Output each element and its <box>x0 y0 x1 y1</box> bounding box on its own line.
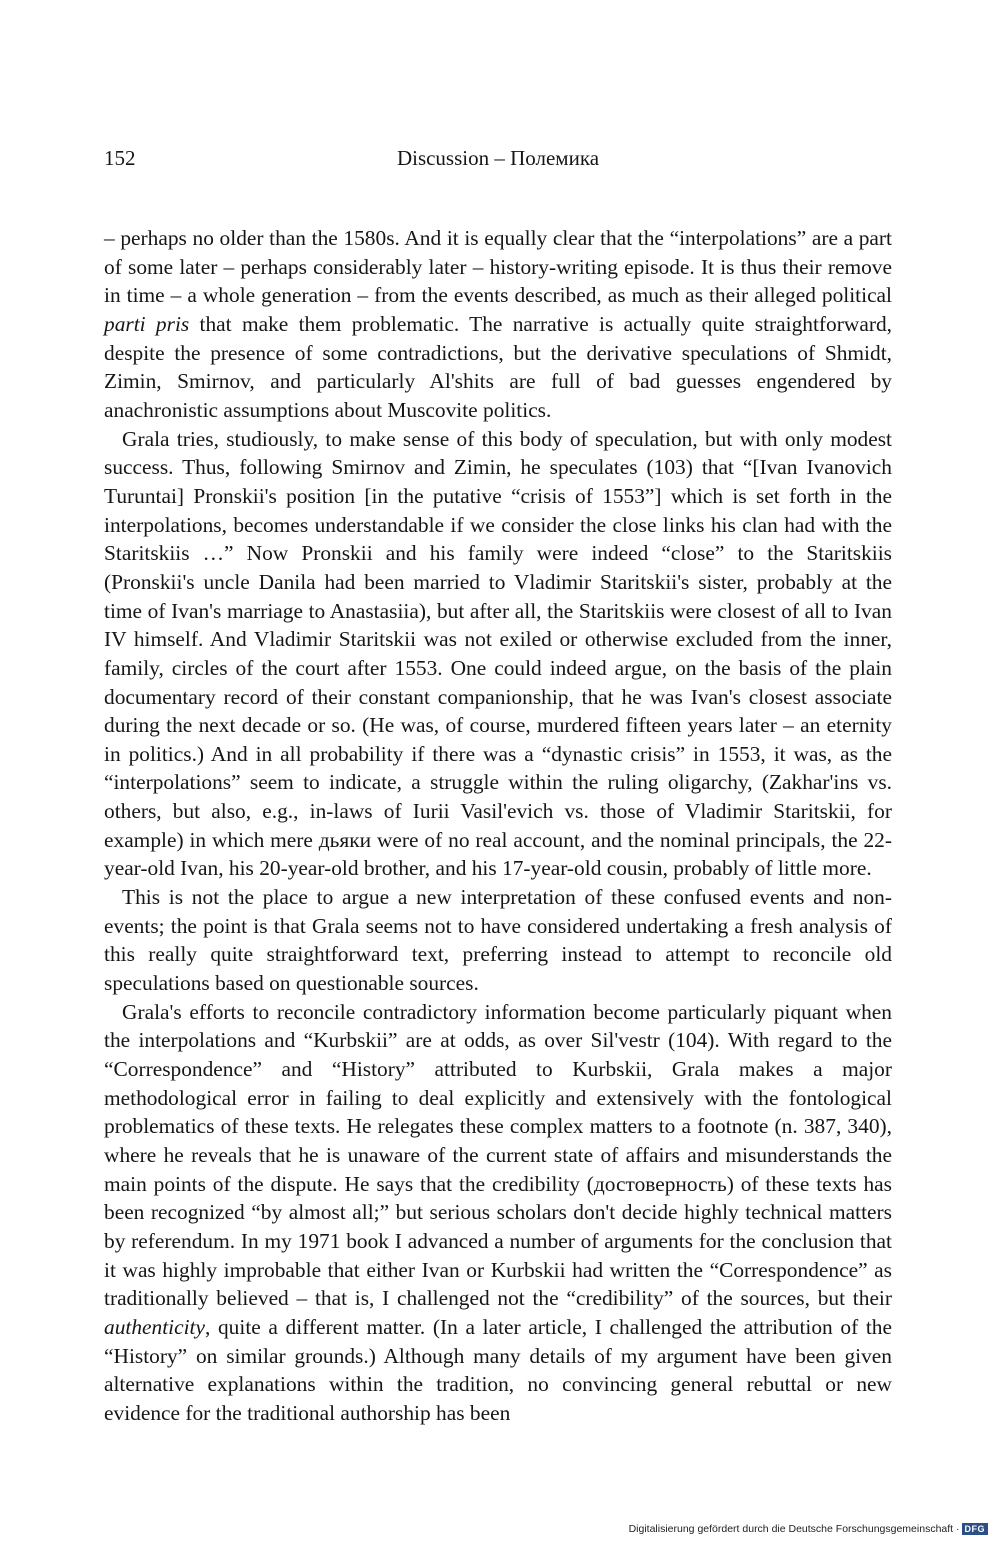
paragraph-4 <box>104 998 892 1428</box>
running-head <box>104 143 892 173</box>
paragraph-2 <box>104 425 892 884</box>
italic-text-run: authenticity <box>104 1314 205 1339</box>
text-run: , quite a different matter. (In a later article, I challenged the attribution of the “History” on similar grounds.) Although many details of my argument have been given alternative explanations within the tradition, no convincing general rebuttal or new evidence for the traditional authorship has been <box>104 1314 892 1425</box>
dfg-logo: DFG <box>962 1523 989 1535</box>
text-run: Grala tries, studiously, to make sense of this body of speculation, but with only modest success. Thus, following Smirnov and Zimin, he speculates (103) that “[Ivan Ivanovich Turuntai] Pronskii's position [in the putative “crisis of 1553”] which is set forth in the interpolations, becomes understandable if we consider the close links his clan had with the Staritskiis …” Now Pronskii and his family were indeed “close” to the Staritskiis (Pronskii's uncle Danila had been married to Vladimir Staritskii's sister, probably at the time of Ivan's marriage to Anastasiia), but after all, the Staritskiis were closest of all to Ivan IV himself. And Vladimir Staritskii was not exiled or otherwise excluded from the inner, family, circles of the court after 1553. One could indeed argue, on the basis of the plain documentary record of their constant companionship, that he was Ivan's closest associate during the next decade or so. (He was, of course, murdered fifteen years later – an eternity in politics.) And in all probability if there was a “dynastic crisis” in 1553, it was, as the “interpolations” seem to indicate, a struggle within the ruling oligarchy, (Zakhar'ins vs. others, but also, e.g., in-laws of Iurii Vasil'evich vs. those of Vladimir Staritskii, for example) in which mere дьяки were of no real account, and the nominal principals, the 22-year-old Ivan, his 20-year-old brother, and his 17-year-old cousin, probably of little more. <box>104 426 892 881</box>
running-head-title: Discussion – Полемика <box>396 146 600 170</box>
text-run: Grala's efforts to reconcile contradictory information become particularly piquant when the interpolations and “Kurbskii” are at odds, as over Sil'vestr (104). With regard to the “Correspondence” and “History” attributed to Kurbskii, Grala makes a major methodological error in failing to deal explicitly and extensively with the fontological problematics of these texts. He relegates these complex matters to a footnote (n. 387, 340), where he reveals that he is unaware of the current state of affairs and misunderstands the main points of the dispute. He says that the credibility (достоверность) of these texts has been recognized “by almost all;” but serious scholars don't decide highly technical matters by referendum. In my 1971 book I advanced a number of arguments for the conclusion that it was highly improbable that either Ivan or Kurbskii had written the “Correspondence” as traditionally believed – that is, I challenged not the “credibility” of the sources, but their <box>104 999 892 1311</box>
paragraph-3 <box>104 883 892 998</box>
digitization-credit-text: Digitalisierung gefördert durch die Deutsche Forschungsgemeinschaft · <box>628 1523 960 1535</box>
digitization-note <box>629 1522 988 1536</box>
text-run: This is not the place to argue a new interpretation of these confused events and non-events; the point is that Grala seems not to have considered undertaking a fresh analysis of this really quite straightforward text, preferring instead to attempt to reconcile old speculations based on questionable sources. <box>104 885 892 996</box>
paragraph-1 <box>104 224 892 425</box>
body-text <box>104 224 892 1428</box>
italic-text-run: parti pris <box>104 311 190 336</box>
page-number: 152 <box>104 146 136 170</box>
text-run: that make them problematic. The narrative is actually quite straightforward, despite the presence of some contradictions, but the derivative speculations of Shmidt, Zimin, Smirnov, and particularly Al'shits are full of bad guesses engendered by anachronistic assumptions about Muscovite politics. <box>104 311 892 422</box>
text-run: – perhaps no older than the 1580s. And it is equally clear that the “interpolations” are a part of some later – perhaps considerably later – history-writing episode. It is thus their remove in time – a whole generation – from the events described, as much as their alleged political <box>104 226 892 308</box>
